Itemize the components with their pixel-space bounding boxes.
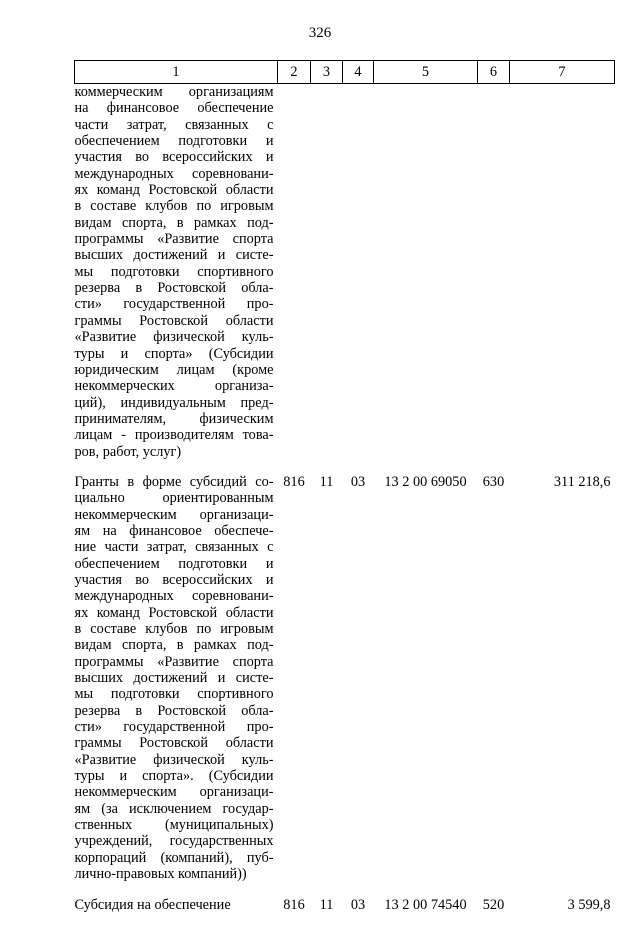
description-line: юридическим лицам (кроме — [74, 361, 274, 378]
description-line: туры и спорта» (Субсидии — [74, 345, 274, 362]
target-article-cell: 13 2 00 69050 — [384, 473, 467, 490]
header-col-5: 5 — [374, 61, 478, 84]
description-line: части затрат, связанных с — [74, 116, 274, 133]
expense-type-cell: 520 — [482, 896, 505, 913]
table-row — [75, 474, 615, 897]
target-article-cell: 13 2 00 74540 — [384, 896, 467, 913]
description-line: ях команд Ростовской области — [74, 182, 274, 199]
description-line: ние части затрат, связанных с — [74, 539, 274, 556]
description-line: участия во всероссийских и — [74, 149, 274, 166]
description-line: высших достижений и систе- — [74, 670, 274, 687]
description-line: видам спорта, в рамках под- — [74, 214, 274, 231]
description-line: граммы Ростовской области — [74, 312, 274, 329]
header-col-6: 6 — [478, 61, 510, 84]
section-cell: 11 — [319, 896, 334, 913]
description-line: высших достижений и систе- — [74, 247, 274, 264]
amount-cell: 311 218,6 — [553, 473, 611, 490]
amount-cell: 3 599,8 — [567, 896, 611, 913]
description-line: обеспечением подготовки и — [74, 555, 274, 572]
description-line: сти» государственной про- — [74, 296, 274, 313]
expense-type-cell — [478, 84, 510, 474]
table-header-row — [75, 61, 615, 84]
description-line: корпораций (компаний), пуб- — [74, 849, 274, 866]
subsection-cell — [343, 84, 374, 474]
description-line: видам спорта, в рамках под- — [74, 637, 274, 654]
description-line: сти» государственной про- — [74, 719, 274, 736]
description-line: резерва в Ростовской обла- — [74, 702, 274, 719]
expense-type-cell: 630 — [482, 473, 505, 490]
description-line: ям на финансовое обеспече- — [74, 522, 274, 539]
subsection-cell: 03 — [350, 473, 366, 490]
description-line: на финансовое обеспечение — [74, 100, 274, 117]
description-line: Гранты в форме субсидий со- — [74, 473, 274, 490]
description-line: лично-правовых компаний)) — [74, 866, 247, 883]
subsection-cell: 03 — [350, 896, 366, 913]
description-line: граммы Ростовской области — [74, 735, 274, 752]
description-line: программы «Развитие спорта — [74, 653, 274, 670]
description-line: «Развитие физической куль- — [74, 751, 274, 768]
row-description — [75, 897, 278, 927]
budget-table — [74, 60, 615, 927]
target-article-cell — [374, 84, 478, 474]
ministry-code-cell: 816 — [283, 473, 305, 490]
description-line: международных соревновани- — [74, 588, 274, 605]
ministry-code-cell: 816 — [283, 896, 305, 913]
table-row — [75, 84, 615, 474]
description-line: ций), индивидуальным пред- — [74, 394, 274, 411]
description-line: в составе клубов по игровым — [74, 198, 274, 215]
ministry-code-cell — [278, 84, 311, 474]
description-line: международных соревновани- — [74, 165, 274, 182]
description-line: лицам - производителям това- — [74, 427, 274, 444]
description-line: учреждений, государственных — [74, 833, 274, 850]
page-number: 326 — [308, 25, 332, 41]
description-line: резерва в Ростовской обла- — [74, 280, 274, 297]
amount-cell — [510, 84, 615, 474]
table-row — [75, 897, 615, 927]
header-col-4: 4 — [343, 61, 374, 84]
description-line: Субсидия на обеспечение — [74, 896, 231, 913]
description-line: некоммерческих организа- — [74, 378, 274, 395]
description-line: участия во всероссийских и — [74, 571, 274, 588]
description-line: некоммерческим организаци- — [74, 784, 274, 801]
description-line: обеспечением подготовки и — [74, 133, 274, 150]
description-line: программы «Развитие спорта — [74, 231, 274, 248]
description-line: ров, работ, услуг) — [74, 443, 182, 460]
description-line: туры и спорта». (Субсидии — [74, 768, 274, 785]
description-line: некоммерческим организаци- — [74, 506, 274, 523]
description-line: ях команд Ростовской области — [74, 604, 274, 621]
header-col-3: 3 — [311, 61, 343, 84]
description-line: коммерческим организациям — [74, 84, 274, 100]
section-cell — [311, 84, 343, 474]
section-cell: 11 — [319, 473, 334, 490]
description-line: «Развитие физической куль- — [74, 329, 274, 346]
description-line: мы подготовки спортивного — [74, 686, 274, 703]
header-col-2: 2 — [278, 61, 311, 84]
header-col-7: 7 — [510, 61, 615, 84]
description-line: циально ориентированным — [74, 490, 274, 507]
row-description — [75, 84, 278, 474]
description-line: ственных (муниципальных) — [74, 817, 274, 834]
description-line: ям (за исключением государ- — [74, 800, 274, 817]
description-line: мы подготовки спортивного — [74, 263, 274, 280]
header-col-1: 1 — [75, 61, 278, 84]
description-line: в составе клубов по игровым — [74, 621, 274, 637]
row-description — [75, 474, 278, 897]
description-line: принимателям, физическим — [74, 410, 274, 427]
